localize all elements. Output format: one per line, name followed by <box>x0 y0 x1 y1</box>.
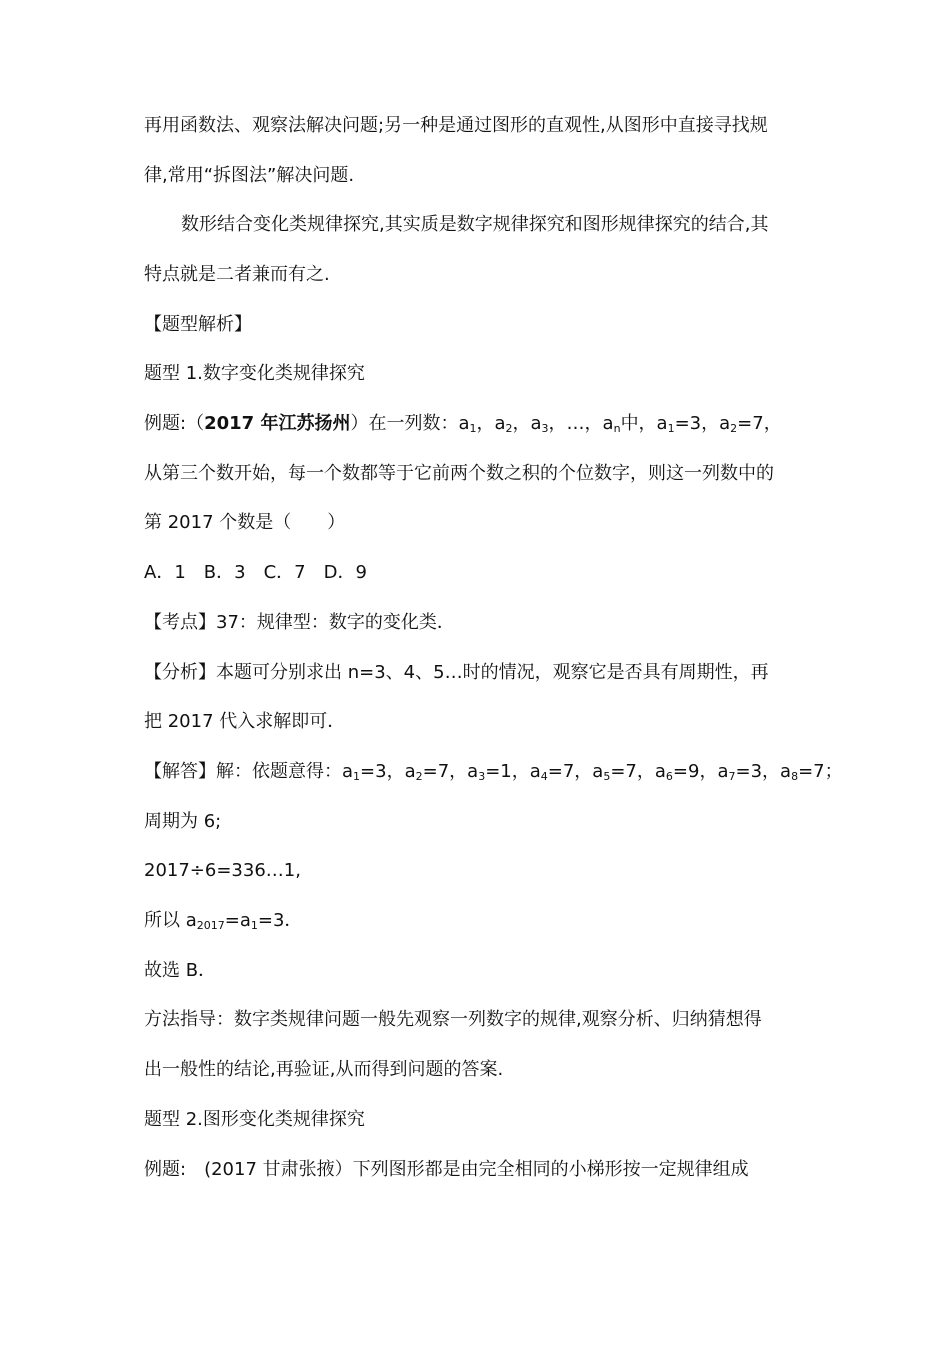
answer-line: 故选 B． <box>144 960 217 981</box>
paragraph-line: 特点就是二者兼而有之. <box>144 264 330 285</box>
paragraph-line: 2017÷6=336…1, <box>144 860 301 881</box>
paragraph-line: 所以 $a_{2017}=a_1=3$． <box>144 910 303 932</box>
paragraph-line: 把 2017 代入求解即可． <box>144 711 346 732</box>
question-type-heading: 题型 1.数字变化类规律探究 <box>144 363 365 384</box>
paragraph-line: 第 2017 个数是（ ） <box>144 512 346 533</box>
key-point-line: 【考点】37：规律型：数字的变化类． <box>144 612 455 633</box>
paragraph-line: 出一般性的结论,再验证,从而得到问题的答案. <box>144 1059 504 1080</box>
paragraph-line: 从第三个数开始，每一个数都等于它前两个数之积的个位数字，则这一列数中的 <box>144 463 774 484</box>
example-question-line: 例题:（2017 年江苏扬州）在一列数：$a_1$，$a_2$，$a_3$，…，$a_n$中，$a_1=3$，$a_2=7$， <box>144 413 782 435</box>
paragraph-line: 数形结合变化类规律探究,其实质是数字规律探究和图形规律探究的结合,其 <box>181 214 769 235</box>
question-type-heading: 题型 2.图形变化类规律探究 <box>144 1109 365 1130</box>
paragraph-line: 律,常用“拆图法”解决问题. <box>144 165 355 186</box>
example-question-line: 例题: (2017 甘肃张掖）下列图形都是由完全相同的小梯形按一定规律组成 <box>144 1159 749 1180</box>
analysis-line: 【分析】本题可分别求出 n=3、4、5…时的情况，观察它是否具有周期性，再 <box>144 662 769 683</box>
paragraph-line: 再用函数法、观察法解决问题;另一种是通过图形的直观性,从图形中直接寻找规 <box>144 115 768 136</box>
method-guide-line: 方法指导：数字类规律问题一般先观察一列数字的规律,观察分析、归纳猜想得 <box>144 1009 762 1030</box>
paragraph-line: 周期为 6; <box>144 811 222 832</box>
example-source: 2017 年江苏扬州 <box>204 413 351 434</box>
solution-line: 【解答】解：依题意得：$a_1=3$，$a_2=7$，$a_3=1$，$a_4=7$，$a_5=7$，$a_6=9$，$a_7=3$，$a_8=7$； <box>144 761 843 783</box>
answer-options: A．1 B．3 C．7 D．9 <box>144 562 367 583</box>
section-heading: 【题型解析】 <box>144 314 252 335</box>
